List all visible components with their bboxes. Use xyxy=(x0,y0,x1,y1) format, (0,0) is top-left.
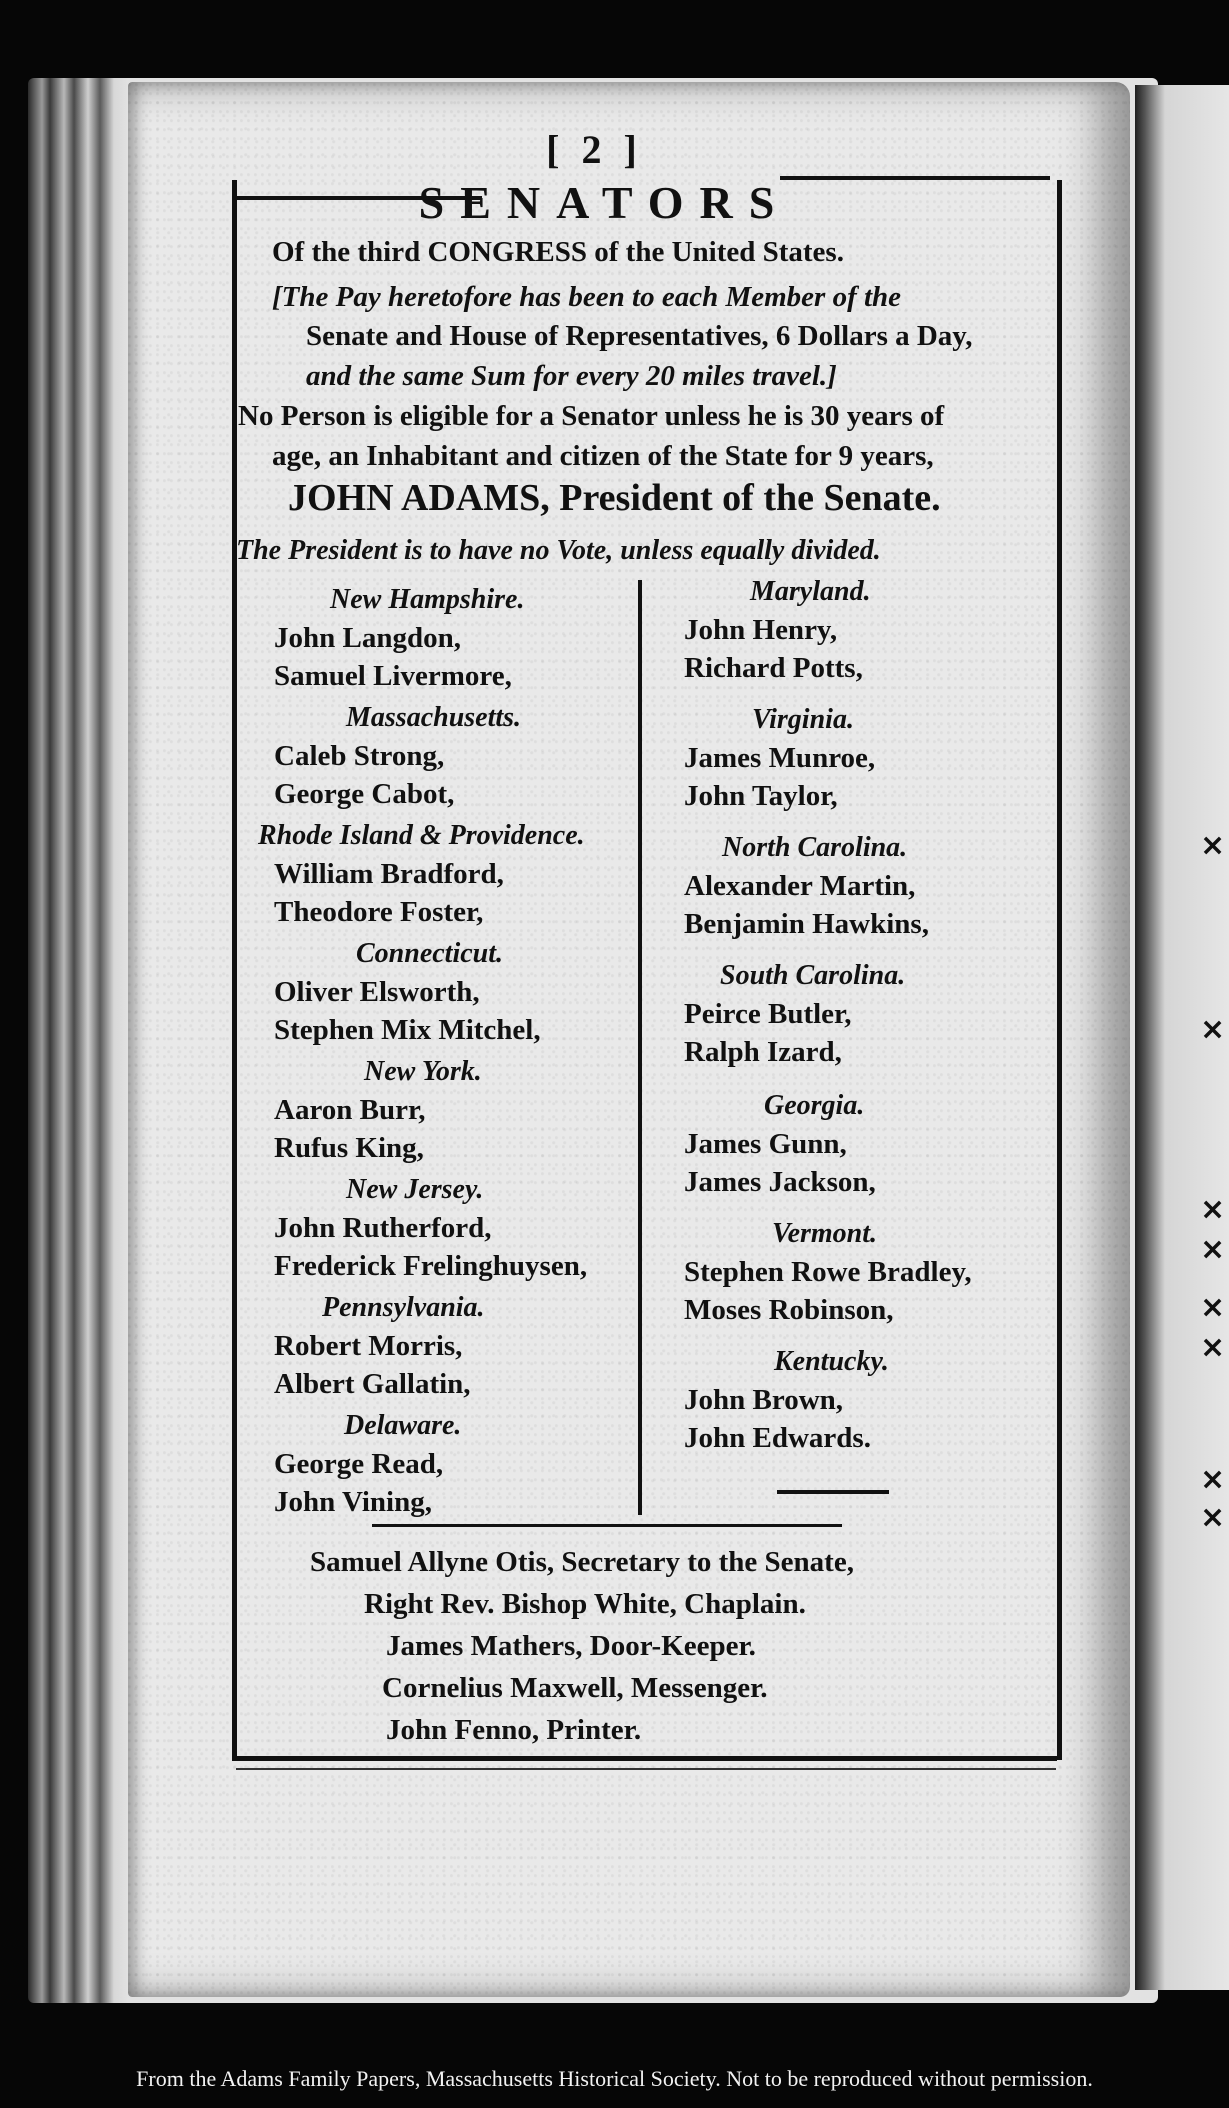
senator-name: Robert Morris, xyxy=(274,1330,463,1362)
senator-name: Moses Robinson, xyxy=(684,1294,894,1326)
senator-name: Rufus King, xyxy=(274,1132,424,1164)
margin-mark: × xyxy=(1200,1012,1226,1047)
subtitle-line: Of the third CONGRESS of the United States. xyxy=(272,236,844,268)
senator-name: John Langdon, xyxy=(274,622,461,654)
state-heading: New Jersey. xyxy=(346,1174,484,1205)
state-heading: Kentucky. xyxy=(774,1346,889,1377)
senator-name: Caleb Strong, xyxy=(274,740,445,772)
senator-name: Theodore Foster, xyxy=(274,896,484,928)
senator-name: John Edwards. xyxy=(684,1422,871,1454)
senator-name: James Munroe, xyxy=(684,742,876,774)
state-heading: New York. xyxy=(364,1056,482,1087)
state-heading: Rhode Island & Providence. xyxy=(258,820,585,851)
officer-line: James Mathers, Door-Keeper. xyxy=(386,1630,756,1662)
senator-name: John Henry, xyxy=(684,614,838,646)
senator-name: James Gunn, xyxy=(684,1128,847,1160)
state-heading: Massachusetts. xyxy=(346,702,522,733)
senator-name: William Bradford, xyxy=(274,858,504,890)
state-heading: Maryland. xyxy=(750,576,871,607)
state-heading: Vermont. xyxy=(772,1218,878,1249)
officer-line: Right Rev. Bishop White, Chaplain. xyxy=(364,1588,806,1620)
credit-line: From the Adams Family Papers, Massachusetts Historical Society. Not to be reproduced without permission. xyxy=(136,2066,1093,2091)
margin-mark: × xyxy=(1200,1232,1226,1267)
president-line: JOHN ADAMS, President of the Senate. xyxy=(288,477,941,519)
senator-name: John Taylor, xyxy=(684,780,838,812)
vote-rule: The President is to have no Vote, unless equally divided. xyxy=(236,535,881,566)
senator-name: John Rutherford, xyxy=(274,1212,492,1244)
senator-name: Oliver Elsworth, xyxy=(274,976,480,1008)
state-heading: Connecticut. xyxy=(356,938,504,969)
senator-name: Stephen Rowe Bradley, xyxy=(684,1256,972,1288)
margin-mark: × xyxy=(1200,1192,1226,1227)
subtitle-line: No Person is eligible for a Senator unless he is 30 years of xyxy=(238,400,945,432)
senator-name: Aaron Burr, xyxy=(274,1094,426,1126)
state-heading: Virginia. xyxy=(752,704,854,735)
senator-name: John Brown, xyxy=(684,1384,844,1416)
senator-name: Albert Gallatin, xyxy=(274,1368,471,1400)
senator-name: Samuel Livermore, xyxy=(274,660,512,692)
state-heading: New Hampshire. xyxy=(330,584,525,615)
officer-line: Cornelius Maxwell, Messenger. xyxy=(382,1672,768,1704)
state-heading: South Carolina. xyxy=(720,960,906,991)
officer-line: Samuel Allyne Otis, Secretary to the Senate, xyxy=(310,1546,854,1578)
margin-mark: × xyxy=(1200,828,1226,863)
senator-name: Peirce Butler, xyxy=(684,998,852,1030)
column-end-rule xyxy=(777,1490,889,1494)
senator-name: Ralph Izard, xyxy=(684,1036,842,1068)
subtitle-line: and the same Sum for every 20 miles travel.] xyxy=(306,360,837,392)
page-title: SENATORS xyxy=(418,177,791,228)
subtitle-line: [The Pay heretofore has been to each Member of the xyxy=(272,281,902,313)
subtitle-line: age, an Inhabitant and citizen of the State for 9 years, xyxy=(272,440,934,472)
senator-name: Stephen Mix Mitchel, xyxy=(274,1014,541,1046)
margin-mark: × xyxy=(1200,1290,1226,1325)
officers-rule xyxy=(372,1524,842,1527)
senator-name: Richard Potts, xyxy=(684,652,863,684)
state-heading: Georgia. xyxy=(764,1090,865,1121)
senator-name: James Jackson, xyxy=(684,1166,876,1198)
column-divider xyxy=(638,580,642,1515)
senator-name: Frederick Frelinghuysen, xyxy=(274,1250,588,1282)
state-heading: North Carolina. xyxy=(722,832,908,863)
officer-line: John Fenno, Printer. xyxy=(386,1714,642,1746)
subtitle-line: Senate and House of Representatives, 6 Dollars a Day, xyxy=(306,320,973,352)
senator-name: George Cabot, xyxy=(274,778,455,810)
page-number: [ 2 ] xyxy=(546,127,643,172)
senator-name: Alexander Martin, xyxy=(684,870,916,902)
senator-name: George Read, xyxy=(274,1448,444,1480)
state-heading: Delaware. xyxy=(344,1410,462,1441)
margin-mark: × xyxy=(1200,1330,1226,1365)
senator-name: John Vining, xyxy=(274,1486,432,1518)
margin-mark: × xyxy=(1200,1462,1226,1497)
senator-name: Benjamin Hawkins, xyxy=(684,908,929,940)
margin-mark: × xyxy=(1200,1500,1226,1535)
frame-rule xyxy=(236,1768,1056,1770)
frame-rule xyxy=(232,1756,1057,1761)
state-heading: Pennsylvania. xyxy=(322,1292,485,1323)
